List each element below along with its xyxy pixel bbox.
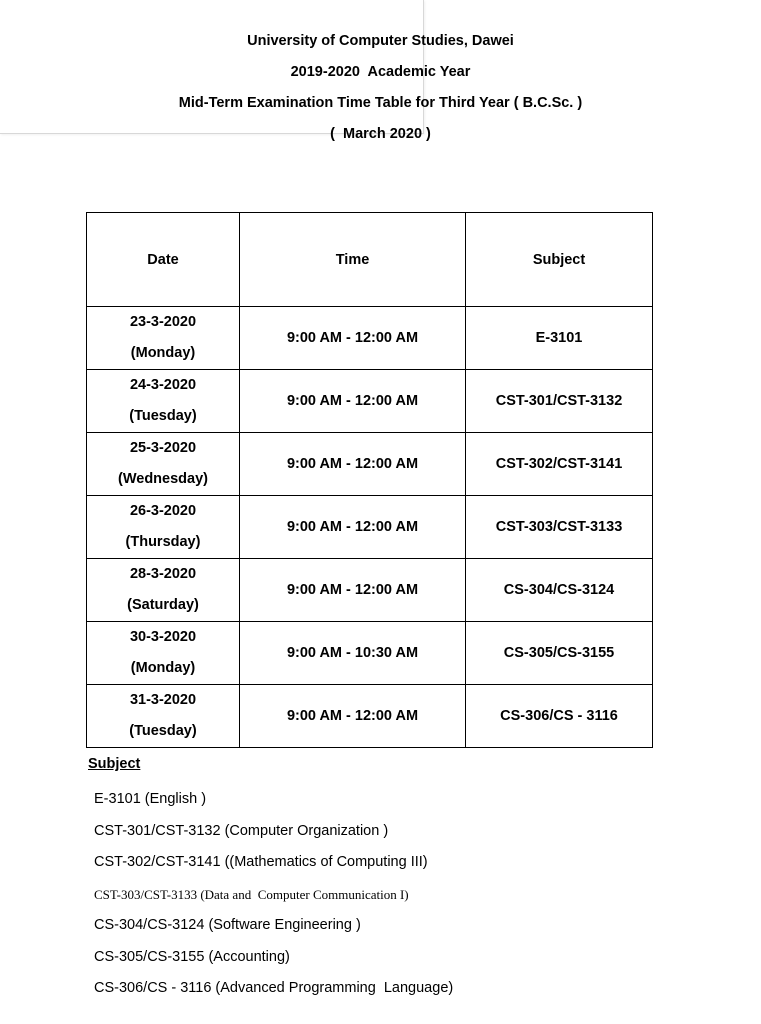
subject-cell: CST-303/CST-3133: [466, 496, 653, 559]
table-header-row: [87, 213, 653, 307]
exam-month: ( March 2020 ): [330, 126, 431, 142]
list-item: CS-304/CS-3124 (Software Engineering ): [94, 917, 361, 933]
table-row: [87, 622, 653, 685]
time-cell: 9:00 AM - 12:00 AM: [240, 307, 466, 370]
date-cell: [87, 307, 240, 370]
table-row: [87, 370, 653, 433]
exam-date: 24-3-2020: [129, 377, 197, 393]
list-item: CST-301/CST-3132 (Computer Organization ): [94, 822, 389, 839]
exam-day: (Wednesday): [118, 471, 208, 487]
exam-date: 25-3-2020: [129, 440, 197, 456]
table-row: [87, 433, 653, 496]
time-cell: 9:00 AM - 10:30 AM: [240, 622, 466, 685]
subject-cell: CST-301/CST-3132: [466, 370, 653, 433]
date-cell: [87, 370, 240, 433]
exam-date: 28-3-2020: [129, 566, 197, 582]
exam-date: 26-3-2020: [129, 503, 197, 519]
subject-legend-title: Subject: [88, 756, 141, 772]
exam-day: (Monday): [130, 660, 196, 676]
table-row: [87, 559, 653, 622]
date-cell: [87, 685, 240, 748]
time-cell: 9:00 AM - 12:00 AM: [240, 370, 466, 433]
time-cell: 9:00 AM - 12:00 AM: [240, 559, 466, 622]
subject-cell: CS-306/CS - 3116: [466, 685, 653, 748]
exam-day: (Tuesday): [129, 723, 197, 739]
exam-date: 31-3-2020: [129, 692, 197, 708]
university-title: University of Computer Studies, Dawei: [247, 33, 514, 49]
date-cell: [87, 622, 240, 685]
exam-day: (Tuesday): [129, 408, 197, 424]
subject-legend-list: [94, 784, 453, 1005]
column-header-time: Time: [240, 213, 466, 307]
date-cell: [87, 496, 240, 559]
list-item: CS-306/CS - 3116 (Advanced Programming Language): [94, 980, 454, 996]
table-row: [87, 685, 653, 748]
time-cell: 9:00 AM - 12:00 AM: [240, 685, 466, 748]
list-item: CST-303/CST-3133 (Data and Computer Communication I): [94, 886, 409, 902]
date-cell: [87, 559, 240, 622]
exam-day: (Saturday): [127, 597, 199, 613]
list-item: CS-305/CS-3155 (Accounting): [94, 948, 290, 965]
list-item: CST-302/CST-3141 ((Mathematics of Computing III): [94, 854, 428, 870]
exam-date: 30-3-2020: [129, 629, 197, 645]
time-cell: 9:00 AM - 12:00 AM: [240, 496, 466, 559]
column-header-subject: Subject: [466, 213, 653, 307]
subject-cell: CS-304/CS-3124: [466, 559, 653, 622]
table-row: [87, 496, 653, 559]
exam-timetable: [86, 212, 653, 748]
time-cell: 9:00 AM - 12:00 AM: [240, 433, 466, 496]
exam-day: (Monday): [130, 345, 196, 361]
subject-cell: CST-302/CST-3141: [466, 433, 653, 496]
column-header-date: Date: [87, 213, 240, 307]
document-header: [0, 26, 761, 150]
exam-day: (Thursday): [125, 534, 201, 550]
exam-title: Mid-Term Examination Time Table for Third Year ( B.C.Sc. ): [178, 95, 583, 111]
exam-date: 23-3-2020: [129, 314, 197, 330]
table-row: [87, 307, 653, 370]
date-cell: [87, 433, 240, 496]
list-item: E-3101 (English ): [94, 791, 207, 807]
academic-year: 2019-2020 Academic Year: [290, 64, 471, 80]
subject-cell: E-3101: [466, 307, 653, 370]
subject-cell: CS-305/CS-3155: [466, 622, 653, 685]
